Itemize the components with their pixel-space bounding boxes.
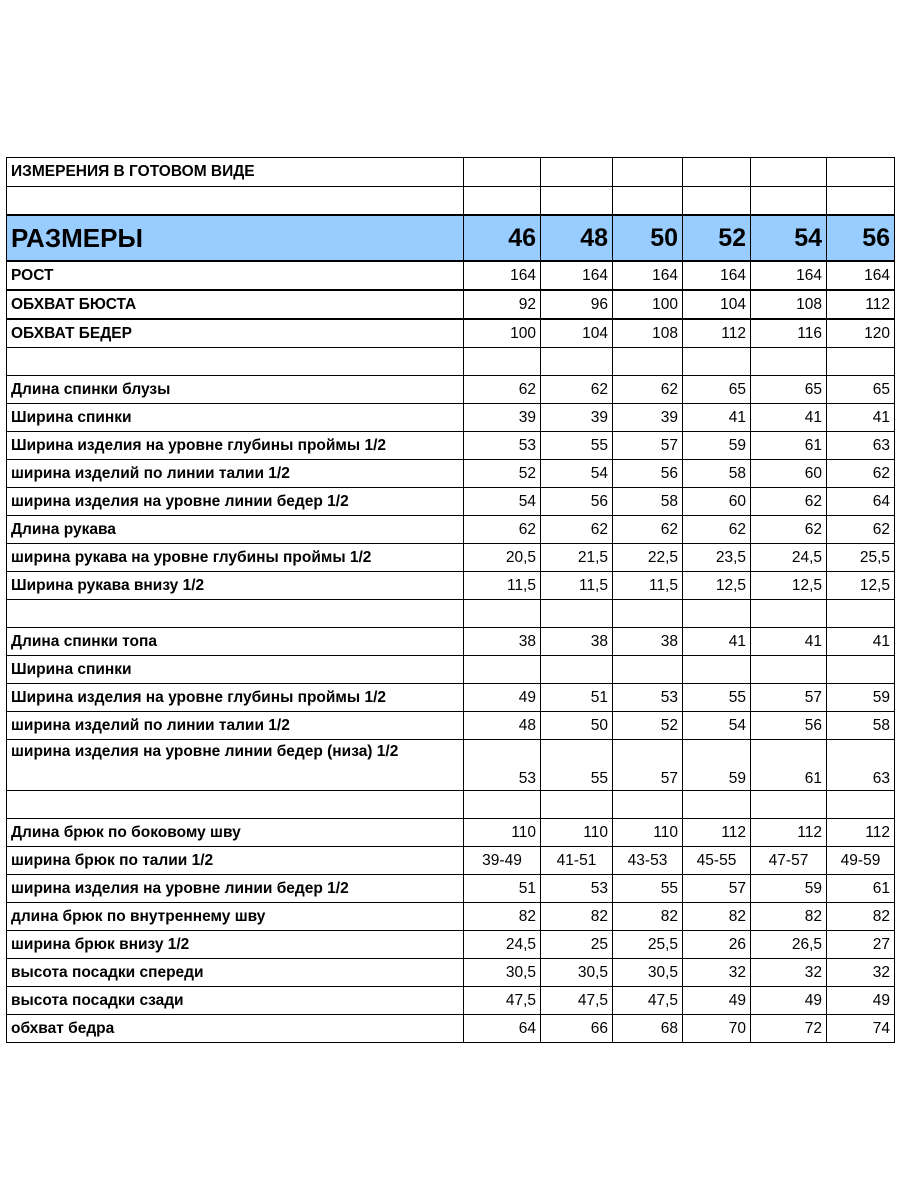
value-cell: 39: [541, 404, 613, 432]
value-cell: 59: [683, 432, 751, 460]
value-cell: 62: [464, 516, 541, 544]
table-row: [7, 847, 895, 875]
row-label: обхват бедра: [7, 1015, 464, 1043]
value-cell: 26,5: [751, 931, 827, 959]
value-cell: 38: [613, 628, 683, 656]
value-cell: 63: [827, 740, 895, 791]
value-cell: 104: [683, 290, 751, 319]
table-row: [7, 261, 895, 290]
value-cell: 100: [613, 290, 683, 319]
value-cell: 60: [751, 460, 827, 488]
spacer-row: [7, 791, 895, 819]
value-cell: 43-53: [613, 847, 683, 875]
table-row: [7, 572, 895, 600]
value-cell: 62: [613, 376, 683, 404]
row-label: ОБХВАТ БЮСТА: [7, 290, 464, 319]
title-row: [7, 158, 895, 187]
size-header-cell: 48: [541, 215, 613, 261]
value-cell: 164: [464, 261, 541, 290]
value-cell: 72: [751, 1015, 827, 1043]
value-cell: 57: [613, 432, 683, 460]
value-cell: 53: [613, 684, 683, 712]
sizes-header-row: [7, 215, 895, 261]
value-cell: 63: [827, 432, 895, 460]
table-row: [7, 404, 895, 432]
value-cell: 30,5: [541, 959, 613, 987]
value-cell: 164: [683, 261, 751, 290]
table-row: [7, 544, 895, 572]
value-cell: 56: [751, 712, 827, 740]
value-cell: 58: [827, 712, 895, 740]
value-cell: 108: [751, 290, 827, 319]
value-cell: 12,5: [751, 572, 827, 600]
value-cell: 55: [613, 875, 683, 903]
value-cell: 21,5: [541, 544, 613, 572]
empty-cell: [683, 187, 751, 216]
value-cell: 53: [464, 432, 541, 460]
value-cell: 65: [751, 376, 827, 404]
value-cell: 47,5: [613, 987, 683, 1015]
value-cell: 100: [464, 319, 541, 348]
value-cell: [541, 656, 613, 684]
row-label: [7, 600, 464, 628]
size-header-cell: 56: [827, 215, 895, 261]
row-label: Длина рукава: [7, 516, 464, 544]
table-row: [7, 290, 895, 319]
row-label: высота посадки сзади: [7, 987, 464, 1015]
table-title: ИЗМЕРЕНИЯ В ГОТОВОМ ВИДЕ: [7, 158, 464, 187]
value-cell: 41-51: [541, 847, 613, 875]
spacer-row: [7, 348, 895, 376]
value-cell: 108: [613, 319, 683, 348]
value-cell: 58: [613, 488, 683, 516]
value-cell: 12,5: [683, 572, 751, 600]
value-cell: [613, 791, 683, 819]
row-label: [7, 348, 464, 376]
table-row: [7, 628, 895, 656]
value-cell: [613, 348, 683, 376]
empty-cell: [613, 158, 683, 187]
value-cell: 47,5: [541, 987, 613, 1015]
spacer-row: [7, 187, 895, 216]
value-cell: [541, 348, 613, 376]
value-cell: 25,5: [827, 544, 895, 572]
value-cell: 41: [827, 628, 895, 656]
table-row: [7, 460, 895, 488]
value-cell: 56: [541, 488, 613, 516]
empty-cell: [751, 187, 827, 216]
table-row: [7, 488, 895, 516]
value-cell: 49: [751, 987, 827, 1015]
value-cell: 116: [751, 319, 827, 348]
value-cell: 59: [827, 684, 895, 712]
row-label: ширина изделий по линии талии 1/2: [7, 712, 464, 740]
value-cell: [751, 600, 827, 628]
value-cell: 70: [683, 1015, 751, 1043]
table-row: [7, 432, 895, 460]
value-cell: 20,5: [464, 544, 541, 572]
value-cell: 82: [751, 903, 827, 931]
empty-cell: [613, 187, 683, 216]
row-label: Ширина рукава внизу 1/2: [7, 572, 464, 600]
value-cell: [613, 600, 683, 628]
value-cell: 112: [827, 819, 895, 847]
size-header-cell: 50: [613, 215, 683, 261]
table-row: [7, 319, 895, 348]
value-cell: 164: [541, 261, 613, 290]
value-cell: 104: [541, 319, 613, 348]
value-cell: 41: [683, 628, 751, 656]
value-cell: [683, 348, 751, 376]
value-cell: 49: [827, 987, 895, 1015]
value-cell: 48: [464, 712, 541, 740]
value-cell: [464, 348, 541, 376]
value-cell: 68: [613, 1015, 683, 1043]
value-cell: 57: [683, 875, 751, 903]
value-cell: 58: [683, 460, 751, 488]
row-label: ширина изделия на уровне линии бедер 1/2: [7, 875, 464, 903]
value-cell: 41: [751, 628, 827, 656]
value-cell: 60: [683, 488, 751, 516]
empty-cell: [751, 158, 827, 187]
value-cell: 11,5: [541, 572, 613, 600]
value-cell: 82: [613, 903, 683, 931]
table-row: [7, 959, 895, 987]
empty-cell: [541, 158, 613, 187]
value-cell: 82: [541, 903, 613, 931]
table-row: [7, 903, 895, 931]
value-cell: 112: [683, 819, 751, 847]
value-cell: 47-57: [751, 847, 827, 875]
value-cell: 66: [541, 1015, 613, 1043]
value-cell: 92: [464, 290, 541, 319]
value-cell: 59: [751, 875, 827, 903]
empty-cell: [827, 187, 895, 216]
value-cell: 54: [541, 460, 613, 488]
value-cell: 49: [683, 987, 751, 1015]
spacer-row: [7, 600, 895, 628]
value-cell: 64: [464, 1015, 541, 1043]
size-chart-table: [6, 157, 895, 1043]
value-cell: 32: [751, 959, 827, 987]
value-cell: 11,5: [613, 572, 683, 600]
row-label: Длина спинки топа: [7, 628, 464, 656]
value-cell: 61: [751, 740, 827, 791]
value-cell: 112: [827, 290, 895, 319]
row-label: ширина изделия на уровне линии бедер (низа) 1/2: [7, 740, 464, 791]
value-cell: 110: [541, 819, 613, 847]
row-label: Ширина изделия на уровне глубины проймы 1/2: [7, 432, 464, 460]
value-cell: 49-59: [827, 847, 895, 875]
value-cell: [683, 656, 751, 684]
value-cell: 24,5: [751, 544, 827, 572]
value-cell: 61: [751, 432, 827, 460]
table-row: [7, 1015, 895, 1043]
row-label: РОСТ: [7, 261, 464, 290]
table-row: [7, 684, 895, 712]
value-cell: [613, 656, 683, 684]
table-row: [7, 516, 895, 544]
value-cell: 25: [541, 931, 613, 959]
value-cell: 39: [613, 404, 683, 432]
row-label: ширина изделия на уровне линии бедер 1/2: [7, 488, 464, 516]
value-cell: 47,5: [464, 987, 541, 1015]
value-cell: 57: [751, 684, 827, 712]
row-label: Ширина спинки: [7, 404, 464, 432]
value-cell: [827, 348, 895, 376]
row-label: Ширина спинки: [7, 656, 464, 684]
value-cell: 25,5: [613, 931, 683, 959]
value-cell: 112: [751, 819, 827, 847]
value-cell: 27: [827, 931, 895, 959]
value-cell: 55: [541, 432, 613, 460]
value-cell: 41: [827, 404, 895, 432]
row-label: ширина рукава на уровне глубины проймы 1/2: [7, 544, 464, 572]
value-cell: [464, 656, 541, 684]
value-cell: 38: [541, 628, 613, 656]
value-cell: 51: [464, 875, 541, 903]
table-row: [7, 740, 895, 791]
value-cell: [464, 791, 541, 819]
value-cell: 26: [683, 931, 751, 959]
value-cell: 74: [827, 1015, 895, 1043]
value-cell: 65: [827, 376, 895, 404]
value-cell: [541, 600, 613, 628]
value-cell: 41: [683, 404, 751, 432]
value-cell: [751, 656, 827, 684]
value-cell: 62: [464, 376, 541, 404]
table-row: [7, 875, 895, 903]
size-header-cell: 54: [751, 215, 827, 261]
value-cell: 110: [613, 819, 683, 847]
row-label: Ширина изделия на уровне глубины проймы 1/2: [7, 684, 464, 712]
empty-cell: [541, 187, 613, 216]
value-cell: 45-55: [683, 847, 751, 875]
value-cell: 53: [464, 740, 541, 791]
size-header-cell: 46: [464, 215, 541, 261]
value-cell: 55: [541, 740, 613, 791]
value-cell: 51: [541, 684, 613, 712]
value-cell: 164: [613, 261, 683, 290]
value-cell: 52: [464, 460, 541, 488]
value-cell: 120: [827, 319, 895, 348]
value-cell: 38: [464, 628, 541, 656]
value-cell: 22,5: [613, 544, 683, 572]
value-cell: 62: [613, 516, 683, 544]
empty-cell: [464, 158, 541, 187]
value-cell: 54: [464, 488, 541, 516]
row-label: высота посадки спереди: [7, 959, 464, 987]
size-header-cell: 52: [683, 215, 751, 261]
table-row: [7, 987, 895, 1015]
table-row: [7, 712, 895, 740]
empty-cell: [827, 158, 895, 187]
sizes-header-label: РАЗМЕРЫ: [7, 215, 464, 261]
value-cell: 112: [683, 319, 751, 348]
value-cell: 62: [827, 460, 895, 488]
row-label: ширина изделий по линии талии 1/2: [7, 460, 464, 488]
value-cell: 62: [541, 516, 613, 544]
table-row: [7, 931, 895, 959]
value-cell: [827, 791, 895, 819]
value-cell: 164: [827, 261, 895, 290]
row-label: Длина спинки блузы: [7, 376, 464, 404]
value-cell: 52: [613, 712, 683, 740]
value-cell: 50: [541, 712, 613, 740]
row-label: ширина брюк внизу 1/2: [7, 931, 464, 959]
value-cell: 30,5: [613, 959, 683, 987]
empty-cell: [7, 187, 464, 216]
value-cell: 164: [751, 261, 827, 290]
row-label: длина брюк по внутреннему шву: [7, 903, 464, 931]
value-cell: 49: [464, 684, 541, 712]
value-cell: 96: [541, 290, 613, 319]
value-cell: 39: [464, 404, 541, 432]
value-cell: [827, 656, 895, 684]
row-label: [7, 791, 464, 819]
row-label: ширина брюк по талии 1/2: [7, 847, 464, 875]
value-cell: [683, 600, 751, 628]
value-cell: [683, 791, 751, 819]
empty-cell: [464, 187, 541, 216]
value-cell: 61: [827, 875, 895, 903]
value-cell: 55: [683, 684, 751, 712]
empty-cell: [683, 158, 751, 187]
table-row: [7, 656, 895, 684]
value-cell: 82: [464, 903, 541, 931]
value-cell: 65: [683, 376, 751, 404]
value-cell: 32: [827, 959, 895, 987]
value-cell: 64: [827, 488, 895, 516]
value-cell: 41: [751, 404, 827, 432]
value-cell: 82: [827, 903, 895, 931]
value-cell: 57: [613, 740, 683, 791]
table-row: [7, 819, 895, 847]
value-cell: 54: [683, 712, 751, 740]
row-label: ОБХВАТ БЕДЕР: [7, 319, 464, 348]
value-cell: 62: [751, 516, 827, 544]
value-cell: 62: [541, 376, 613, 404]
value-cell: 62: [683, 516, 751, 544]
value-cell: 32: [683, 959, 751, 987]
value-cell: 56: [613, 460, 683, 488]
value-cell: [751, 791, 827, 819]
value-cell: 30,5: [464, 959, 541, 987]
value-cell: 11,5: [464, 572, 541, 600]
value-cell: 39-49: [464, 847, 541, 875]
value-cell: 62: [751, 488, 827, 516]
value-cell: 23,5: [683, 544, 751, 572]
value-cell: 53: [541, 875, 613, 903]
value-cell: [827, 600, 895, 628]
value-cell: 12,5: [827, 572, 895, 600]
value-cell: [464, 600, 541, 628]
value-cell: 110: [464, 819, 541, 847]
value-cell: [751, 348, 827, 376]
value-cell: [541, 791, 613, 819]
value-cell: 59: [683, 740, 751, 791]
value-cell: 62: [827, 516, 895, 544]
value-cell: 24,5: [464, 931, 541, 959]
value-cell: 82: [683, 903, 751, 931]
row-label: Длина брюк по боковому шву: [7, 819, 464, 847]
table-row: [7, 376, 895, 404]
